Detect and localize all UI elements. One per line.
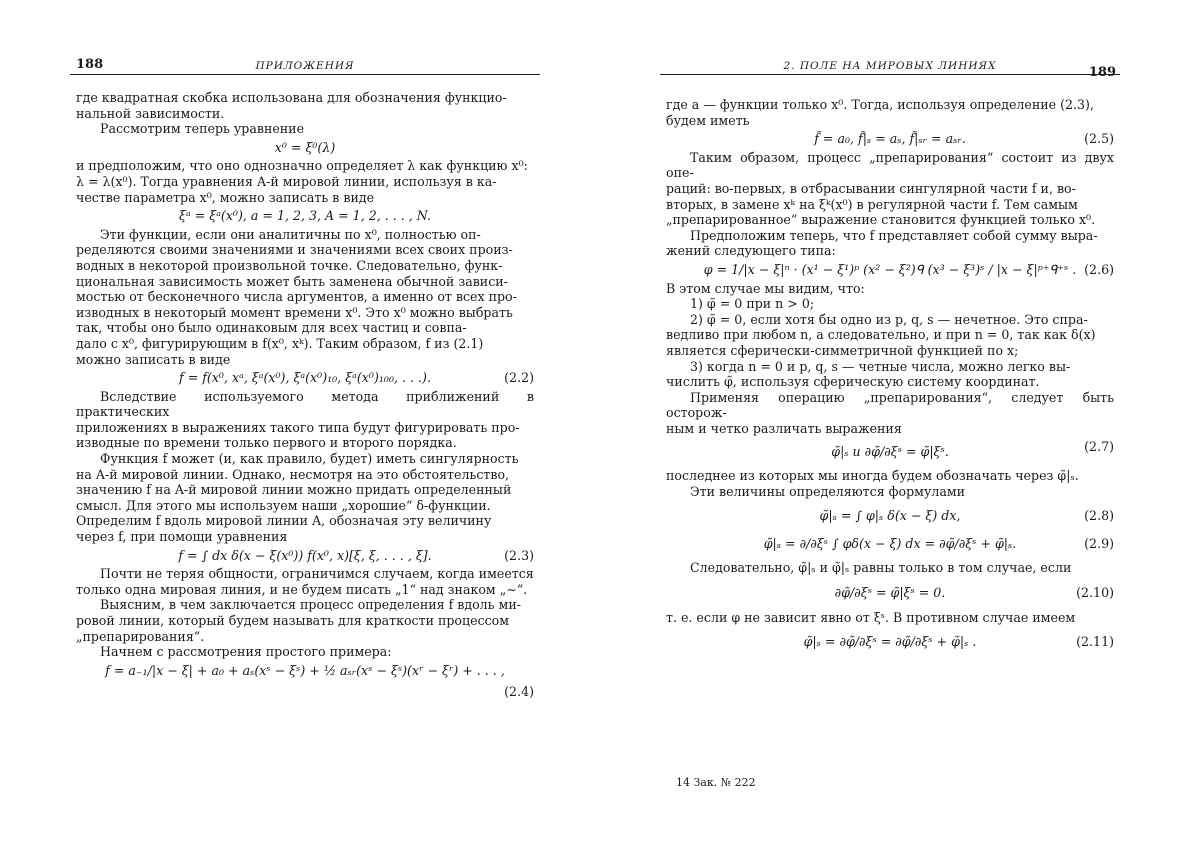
text-line: приложениях в выражениях такого типа будут фигурировать про- (76, 419, 520, 435)
text-line: 3) когда n = 0 и p, q, s — четные числа, можно легко вы- (690, 358, 1071, 374)
equation-body: φ̃|ₛ = ∫ φ|ₛ δ(x − ξ) dx, (819, 508, 961, 524)
equation (666, 259, 1114, 281)
equation (76, 660, 534, 682)
text-line: Функция f может (и, как правило, будет) иметь сингулярность (100, 451, 519, 467)
equation-body: f̃ = a₀, f̃|ₛ = aₛ, f̃|ₛᵣ = aₛᵣ. (814, 131, 966, 147)
right-page-number: 189 (1088, 65, 1116, 80)
right-page (660, 0, 1120, 848)
equation (76, 545, 534, 567)
text-line: Начнем с рассмотрения простого примера: (100, 644, 392, 660)
equation-number: (2.11) (1076, 634, 1114, 650)
equation-body: φ̃|ₛ = ∂φ̃/∂ξˢ = ∂φ̃/∂ξˢ + φ̃|ₛ . (803, 634, 977, 650)
text-line: ровой линии, который будем называть для краткости процессом (76, 613, 510, 628)
text-line: Определим f вдоль мировой линии A, обозначая эту величину (76, 513, 492, 529)
equation-body: φ = 1/|x − ξ|ⁿ · (x¹ − ξ¹)ᵖ (x² − ξ²)ᑫ (x³ − ξ³)ˢ / |x − ξ|ᵖ⁺ᑫ⁺ˢ . (703, 261, 1077, 277)
text-line: честве параметра x⁰, можно записать в виде (76, 189, 375, 205)
text-line: можно записать в виде (76, 351, 231, 367)
text-line: „препарирования“. (76, 628, 205, 644)
equation (666, 436, 1114, 468)
text-line: Применяя операцию „препарирования“, следует быть осторож- (666, 389, 1114, 421)
left-page (70, 0, 540, 848)
text-line: Предположим теперь, что f представляет собой сумму выра- (690, 227, 1098, 243)
text-line: жений следующего типа: (666, 243, 836, 259)
text-line: смысл. Для этого мы используем наши „хорошие“ δ-функции. (76, 497, 491, 513)
text-line: т. е. если φ не зависит явно от ξˢ. В противном случае имеем (666, 609, 1076, 625)
text-line: на A-й мировой линии. Однако, несмотря на это обстоятельство, (76, 466, 510, 482)
equation-number: (2.3) (504, 547, 534, 563)
equation-number: (2.10) (1076, 585, 1114, 601)
equation (76, 205, 534, 227)
left-page-number: 188 (76, 57, 104, 72)
text-line: ным и четко различать выражения (666, 420, 902, 436)
equation-number: (2.6) (1084, 261, 1114, 277)
text-line: является сферически-симметричной функцией по x; (666, 342, 1019, 358)
equation (666, 533, 1114, 555)
text-line: Следовательно, φ̃|ₛ и φ̃|ₛ равны только в том случае, если (690, 560, 1072, 576)
equation-number: (2.9) (1084, 535, 1114, 551)
text-line: дало с x⁰, фигурирующим в f(x⁰, xᵏ). Таким образом, f из (2.1) (76, 335, 484, 351)
equation-number: (2.5) (1084, 131, 1114, 147)
equation (76, 137, 534, 159)
equation-body: φ̃|ₛ и ∂φ̃/∂ξˢ = φ̃|ξˢ. (831, 444, 949, 460)
text-line: где квадратная скобка использована для обозначения функцио- (76, 90, 507, 105)
text-line: значению f на A-й мировой линии можно придать определенный (76, 482, 512, 498)
text-line: раций: во-первых, в отбрасывании сингулярной части f и, во- (666, 180, 1076, 196)
left-running-head: ПРИЛОЖЕНИЯ (255, 60, 355, 72)
equation-body: f = f(x⁰, xᵃ, ξᵃ(x⁰), ξᵃ(x⁰)₁₀, ξᵃ(x⁰)₁₀₀, . . .). (179, 370, 431, 386)
text-line: где a — функции только x⁰. Тогда, используя определение (2.3), (666, 97, 1094, 112)
text-line: Таким образом, процесс „препарирования“ состоит из двух опе- (666, 149, 1114, 181)
right-page-header (660, 56, 1120, 80)
equation-number: (2.7) (1084, 439, 1114, 455)
equation-body: (2.4) (504, 684, 534, 700)
equation (666, 582, 1114, 604)
text-line: нальной зависимости. (76, 105, 225, 121)
equation-body: ∂φ̃/∂ξˢ = φ̃|ξˢ = 0. (834, 585, 946, 601)
right-page-text (666, 97, 1114, 659)
text-line: ведливо при любом n, а следовательно, и при n = 0, так как δ(x) (666, 327, 1096, 343)
text-line: Эти величины определяются формулами (690, 483, 966, 499)
equation-body: x⁰ = ξ⁰(λ) (274, 139, 336, 155)
equation-body: f = a₋₁/|x − ξ| + a₀ + aₛ(xˢ − ξˢ) + ½ aₛᵣ(xˢ − ξˢ)(xʳ − ξʳ) + . . . , (105, 662, 505, 678)
text-line: 1) φ̃ = 0 при n > 0; (690, 296, 815, 312)
text-line: Выясним, в чем заключается процесс определения f вдоль ми- (100, 597, 521, 613)
text-line: „препарированное“ выражение становится функцией только x⁰. (666, 212, 1096, 228)
text-line: вторых, в замене xᵏ на ξᵏ(x⁰) в регулярной части f. Тем самым (666, 196, 1078, 212)
equation-body: f = ∫ dx δ(x − ξ(x⁰)) f(x⁰, x)[ξ, ξ, . . . , ξ]. (178, 547, 432, 563)
left-page-header (70, 56, 540, 75)
text-line: и предположим, что оно однозначно определяет λ как функцию x⁰: (76, 158, 528, 174)
left-page-text (76, 90, 534, 703)
equation (666, 631, 1114, 653)
right-running-head: 2. ПОЛЕ НА МИРОВЫХ ЛИНИЯХ (783, 60, 997, 72)
equation-number: (2.2) (504, 370, 534, 386)
page-footer: 14 Зак. № 222 (676, 776, 756, 789)
text-line: будем иметь (666, 112, 750, 128)
text-line: через f, при помощи уравнения (76, 529, 288, 545)
equation-body: ξᵃ = ξᵃ(x⁰), a = 1, 2, 3, A = 1, 2, . . . , N. (179, 208, 431, 224)
text-line: числить φ̃, используя сферическую систему координат. (666, 374, 1040, 390)
text-line: ределяются своими значениями и значениями всех своих произ- (76, 242, 513, 258)
text-line: В этом случае мы видим, что: (666, 280, 865, 296)
text-line: Почти не теряя общности, ограничимся случаем, когда имеется (100, 566, 534, 582)
text-line: только одна мировая линия, и не будем писать „1“ над знаком „∼“. (76, 581, 528, 597)
text-line: изводных в некоторый момент времени x⁰. Это x⁰ можно выбрать (76, 304, 513, 320)
equation (666, 128, 1114, 150)
text-line: изводные по времени только первого и второго порядка. (76, 435, 457, 451)
text-line: Рассмотрим теперь уравнение (100, 121, 305, 137)
text-line: так, чтобы оно было одинаковым для всех частиц и совпа- (76, 320, 467, 336)
text-line: 2) φ̃ = 0, если хотя бы одно из p, q, s — нечетное. Это спра- (690, 311, 1088, 327)
text-line: водных в некоторой произвольной точке. Следовательно, функ- (76, 257, 503, 273)
text-line: последнее из которых мы иногда будем обозначать через φ̃|ₛ. (666, 468, 1079, 484)
equation (76, 681, 534, 703)
text-line: Вследствие используемого метода приближений в практических (76, 388, 534, 420)
text-line: циональная зависимость может быть заменена обычной зависи- (76, 273, 508, 289)
equation (666, 505, 1114, 527)
text-line: Эти функции, если они аналитичны по x⁰, полностью оп- (100, 226, 481, 242)
equation-body: φ̃|ₛ = ∂/∂ξˢ ∫ φδ(x − ξ) dx = ∂φ̃/∂ξˢ + φ̃|ₛ. (763, 535, 1017, 551)
text-line: мостью от бесконечного числа аргументов, а именно от всех про- (76, 289, 517, 305)
equation (76, 367, 534, 389)
equation-number: (2.8) (1084, 508, 1114, 524)
text-line: λ = λ(x⁰). Тогда уравнения A-й мировой линии, используя в ка- (76, 173, 497, 189)
